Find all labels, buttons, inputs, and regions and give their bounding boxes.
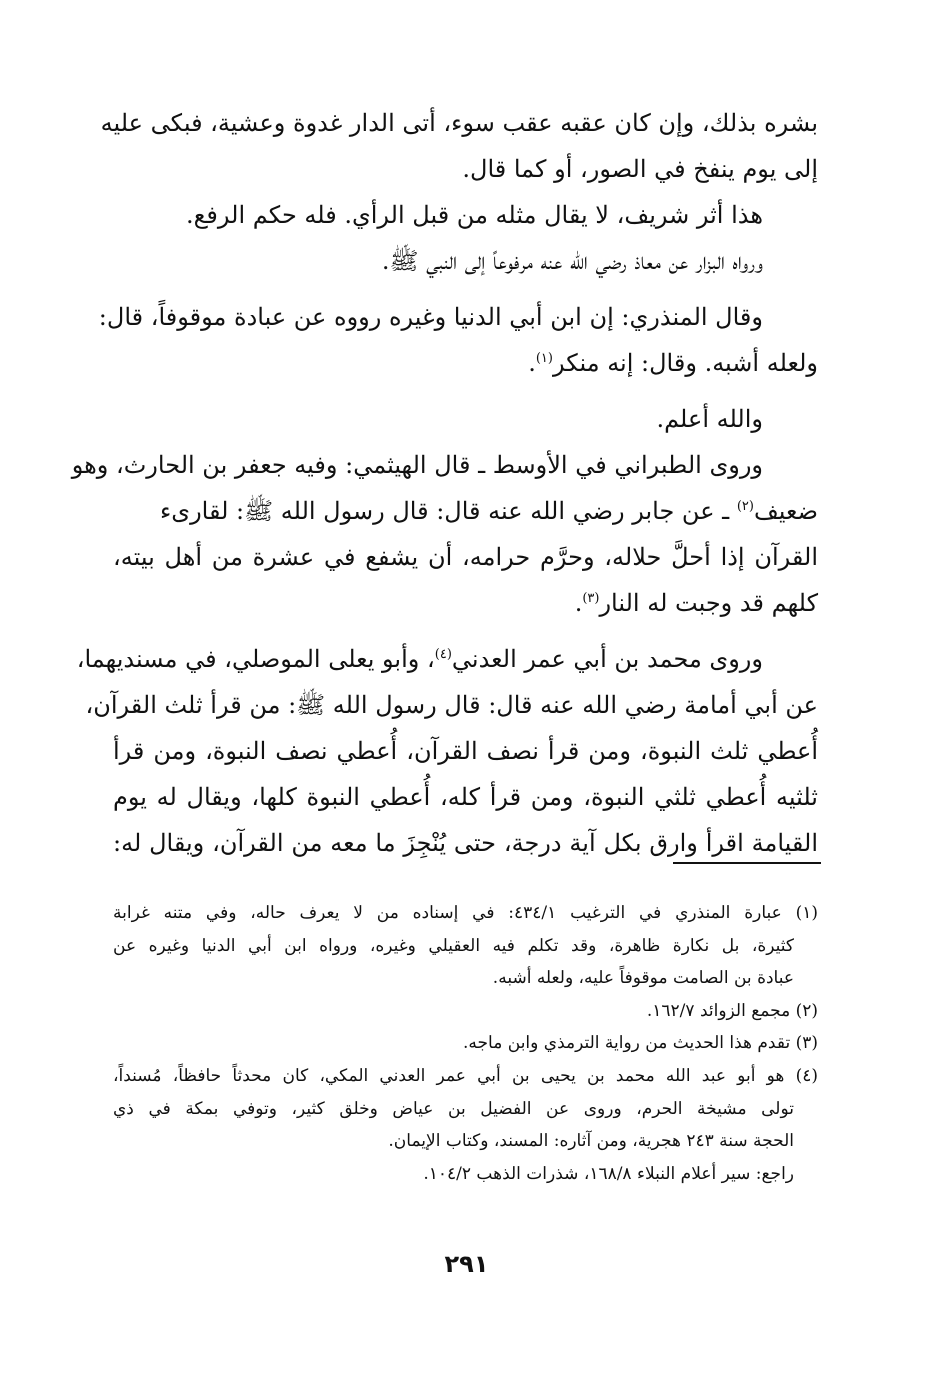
text-segment: كلهم قد وجبت له النار (599, 589, 818, 617)
text-line: أُعطي ثلث النبوة، ومن قرأ نصف القرآن، أُعطي نصف النبوة، ومن قرأ (113, 737, 818, 765)
footnote-line: (٤) هو أبو عبد الله محمد بن يحيى بن أبي عمر العدني المكي، كان محدثاً حافظاً، مُسنداً، (113, 1065, 818, 1086)
text-segment: ـ عن جابر رضي الله عنه قال: قال رسول الله ﷺ: لقارىء (160, 497, 730, 525)
text-line (113, 488, 818, 534)
footnotes (113, 897, 818, 1190)
footnote-line: الحجة سنة ٢٤٣ هجرية، ومن آثاره: المسند، وكتاب الإيمان. (388, 1131, 794, 1152)
text-segment: وروى محمد بن أبي عمر العدني (451, 645, 763, 673)
text-segment: ضعيف (753, 497, 818, 525)
footnote-line: (٣) تقدم هذا الحديث من رواية الترمذي وابن ماجه. (463, 1033, 818, 1054)
footnote-line: (٢) مجمع الزوائد ١٦٢/٧. (646, 1000, 818, 1021)
text-line: عن أبي أمامة رضي الله عنه قال: قال رسول الله ﷺ: من قرأ ثلث القرآن، (85, 691, 818, 719)
footnote-ref-2: (٢) (736, 499, 754, 514)
main-text (71, 100, 818, 866)
text-line: إلى يوم ينفخ في الصور، أو كما قال. (462, 155, 818, 183)
text-line (76, 636, 818, 682)
footnote-line: راجع: سير أعلام النبلاء ١٦٨/٨، شذرات الذهب ١٠٤/٢. (423, 1163, 794, 1184)
text-line: وروى الطبراني في الأوسط ـ قال الهيثمي: وفيه جعفر بن الحارث، وهو (71, 451, 763, 479)
footnote-line: (١) عبارة المنذري في الترغيب ٤٣٤/١: في إسناده من لا يعرف حاله، وفي متنه غرابة (113, 903, 818, 923)
text-line (113, 340, 818, 386)
footnote-ref-1: (١) (535, 351, 553, 366)
text-segment: ولعله أشبه. وقال: إنه منكر (552, 349, 818, 377)
page-number: ٢٩١ (444, 1250, 489, 1278)
text-line (113, 580, 818, 626)
footnote-line: عبادة بن الصامت موقوفاً عليه، ولعله أشبه. (492, 968, 794, 989)
footnote-ref-4: (٤) (434, 647, 452, 662)
text-line: بشره بذلك، وإن كان عقبه عقب سوء، أتى الدار غدوة وعشية، فبكى عليه (100, 109, 818, 137)
footnote-line: كثيرة، بل نكارة ظاهرة، وقد تكلم فيه العقيلي وغيره، ورواه ابن أبي الدنيا وغيره عن (113, 935, 794, 956)
footnote-ref-3: (٣) (582, 591, 600, 606)
text-line: ورواه البزار عن معاذ رضي الله عنه مرفوعاً إلى النبي ﷺ. (381, 247, 763, 275)
period: . (528, 349, 536, 377)
text-line: وقال المنذري: إن ابن أبي الدنيا وغيره رووه عن عبادة موقوفاً، قال: (98, 303, 763, 331)
text-line: القيامة اقرأ وارق بكل آية درجة، حتى يُنْجِزَ ما معه من القرآن، ويقال له: (113, 829, 818, 857)
period: . (574, 589, 583, 617)
footnote-line: تولى مشيخة الحرم، وروى عن الفضيل بن عياض وخلق كثير، وتوفي بمكة في ذي (113, 1098, 794, 1119)
text-segment: ، وأبو يعلى الموصلي، في مسنديهما، (76, 645, 435, 673)
text-line: والله أعلم. (656, 405, 763, 433)
text-line: هذا أثر شريف، لا يقال مثله من قبل الرأي. فله حكم الرفع. (186, 201, 763, 229)
text-line: ثلثيه أُعطي ثلثي النبوة، ومن قرأ كله، أُعطي النبوة كلها، ويقال له يوم (113, 783, 818, 811)
footnote-separator (673, 862, 821, 864)
text-line: القرآن إذا أحلَّ حلاله، وحرَّم حرامه، أن يشفع في عشرة من أهل بيته، (113, 543, 818, 571)
